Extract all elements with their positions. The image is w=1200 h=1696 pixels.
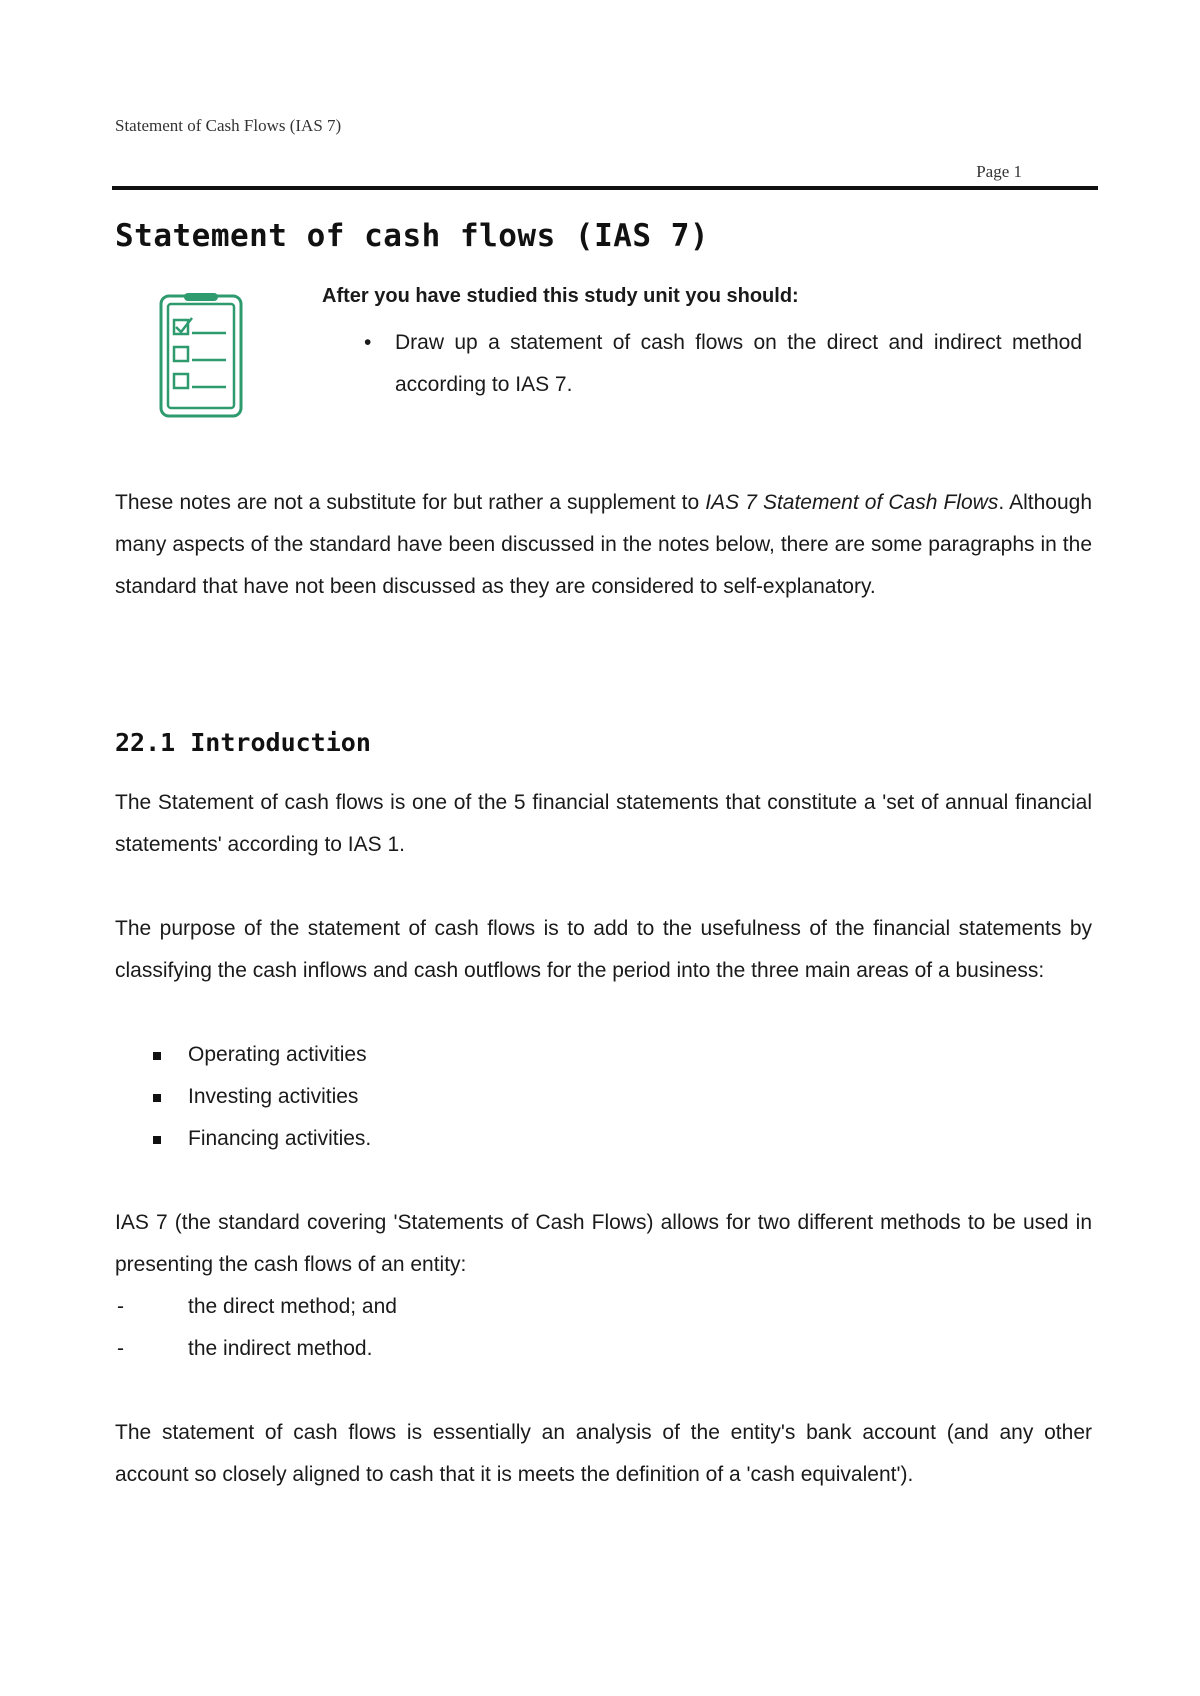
intro-note-text-1: These notes are not a substitute for but rather a supplement to xyxy=(115,491,706,514)
square-bullet-icon xyxy=(153,1094,161,1102)
page-title: Statement of cash flows (IAS 7) xyxy=(115,218,710,254)
objective-item xyxy=(322,322,1082,406)
intro-note-standard-title: IAS 7 Statement of Cash Flows xyxy=(705,491,999,514)
running-header: Statement of Cash Flows (IAS 7) xyxy=(115,116,342,135)
activities-list xyxy=(115,1034,1092,1160)
section-heading: 22.1 Introduction xyxy=(115,728,371,757)
intro-paragraph-1: The Statement of cash flows is one of the 5 financial statements that constitute a 'set of annual financial statements' according to IAS 1. xyxy=(115,791,1092,856)
intro-paragraph-3: IAS 7 (the standard covering 'Statements of Cash Flows) allows for two different methods to be used in presenting the cash flows of an entity: xyxy=(115,1211,1092,1276)
page-number: Page 1 xyxy=(976,162,1022,181)
methods-list xyxy=(115,1286,1092,1370)
header-rule xyxy=(112,186,1098,190)
list-item-text: Operating activities xyxy=(188,1043,367,1066)
square-bullet-icon xyxy=(153,1052,161,1060)
objective-text: Draw up a statement of cash flows on the direct and indirect method according to IAS 7. xyxy=(395,331,1082,396)
checklist-clipboard-icon xyxy=(158,292,244,420)
dash-bullet: - xyxy=(117,1337,124,1360)
list-item-text: Investing activities xyxy=(188,1085,359,1108)
list-item xyxy=(115,1034,1092,1076)
list-item xyxy=(115,1118,1092,1160)
list-item-text: Financing activities. xyxy=(188,1127,372,1150)
list-item xyxy=(115,1286,1092,1328)
dash-bullet: - xyxy=(117,1295,124,1318)
intro-paragraph-2: The purpose of the statement of cash flows is to add to the usefulness of the financial statements by classifying the cash inflows and cash outflows for the period into the three main areas of a business: xyxy=(115,917,1092,982)
learning-objectives xyxy=(322,282,1082,406)
intro-note-text-2: . Although many aspects of the standard have been discussed in the notes below, there are some paragraphs in the standard that have not been discussed as they are considered to self-explanatory. xyxy=(115,491,1092,598)
objectives-heading: After you have studied this study unit you should: xyxy=(322,285,799,307)
bullet-dot-icon: • xyxy=(364,331,372,354)
list-item xyxy=(115,1076,1092,1118)
list-item-text: the direct method; and xyxy=(188,1295,397,1318)
intro-paragraph-4: The statement of cash flows is essentially an analysis of the entity's bank account (and any other account so closely aligned to cash that it is meets the definition of a 'cash equivalent'). xyxy=(115,1421,1092,1486)
intro-note-paragraph xyxy=(115,482,1092,608)
list-item-text: the indirect method. xyxy=(188,1337,373,1360)
square-bullet-icon xyxy=(153,1136,161,1144)
list-item xyxy=(115,1328,1092,1370)
